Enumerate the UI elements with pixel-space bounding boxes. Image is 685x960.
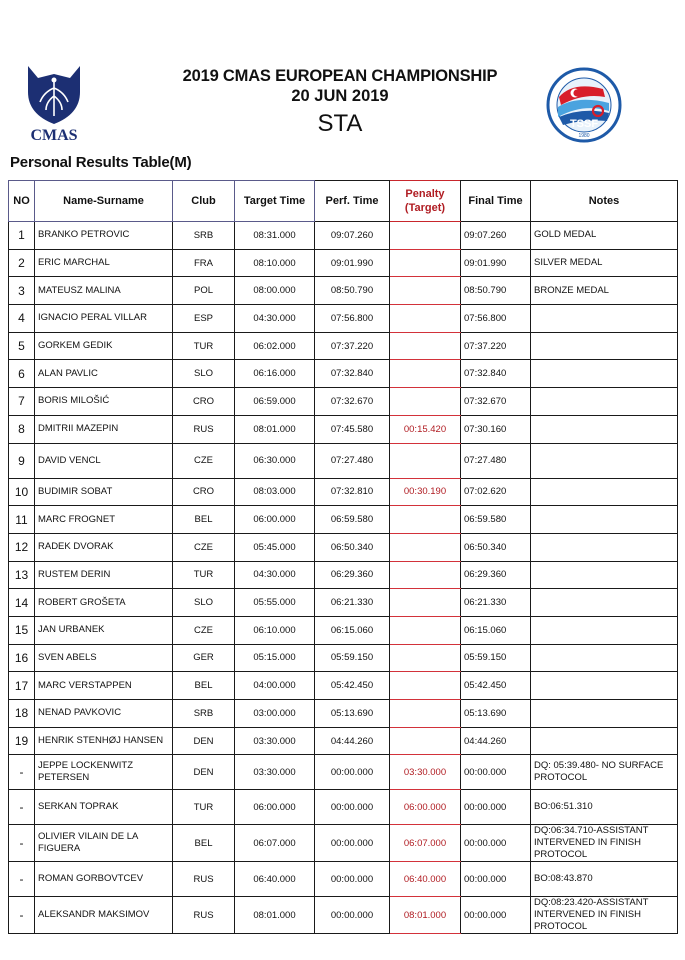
cell-target-time: 06:02.000 [235,332,315,360]
cell-final-time: 05:13.690 [461,700,531,728]
cell-target-time: 06:00.000 [235,506,315,534]
cell-notes [531,443,678,478]
cell-club: DEN [173,755,235,790]
cell-club: TUR [173,790,235,825]
cell-penalty [390,533,461,561]
cell-target-time: 08:10.000 [235,249,315,277]
cell-target-time: 06:10.000 [235,616,315,644]
cell-penalty [390,360,461,388]
cell-target-time: 08:31.000 [235,222,315,250]
cell-name: BORIS MILOŠIĆ [35,388,173,416]
title-block [140,66,540,139]
cell-final-time: 05:42.450 [461,672,531,700]
results-table [8,180,678,934]
cell-perf-time: 07:45.580 [315,415,390,443]
cell-no: 5 [9,332,35,360]
table-row [9,222,678,250]
cell-final-time: 06:29.360 [461,561,531,589]
cell-perf-time: 05:13.690 [315,700,390,728]
cell-club: RUS [173,415,235,443]
cell-notes: GOLD MEDAL [531,222,678,250]
cell-notes: BRONZE MEDAL [531,277,678,305]
cell-penalty [390,727,461,755]
table-row [9,305,678,333]
cell-final-time: 05:59.150 [461,644,531,672]
cell-perf-time: 09:07.260 [315,222,390,250]
col-header-penalty-line1: Penalty [405,188,445,200]
table-row [9,506,678,534]
cell-name: HENRIK STENHØJ HANSEN [35,727,173,755]
cell-target-time: 04:00.000 [235,672,315,700]
championship-title: 2019 CMAS EUROPEAN CHAMPIONSHIP [182,67,498,85]
cell-club: BEL [173,825,235,862]
cell-no: 11 [9,506,35,534]
cell-penalty [390,506,461,534]
cell-name: MARC VERSTAPPEN [35,672,173,700]
cell-perf-time: 07:32.670 [315,388,390,416]
cell-name: BUDIMIR SOBAT [35,478,173,506]
cell-club: SRB [173,700,235,728]
discipline-label: STA [317,110,363,137]
cell-name: OLIVIER VILAIN DE LA FIGUERA [35,825,173,862]
cell-penalty [390,561,461,589]
cell-club: RUS [173,897,235,934]
cell-name: ALEKSANDR MAKSIMOV [35,897,173,934]
table-row [9,825,678,862]
cell-target-time: 06:00.000 [235,790,315,825]
cell-target-time: 05:15.000 [235,644,315,672]
table-row [9,672,678,700]
cell-target-time: 08:01.000 [235,415,315,443]
cell-name: BRANKO PETROVIC [35,222,173,250]
cell-final-time: 06:50.340 [461,533,531,561]
cell-no: - [9,755,35,790]
cell-notes [531,533,678,561]
cell-penalty [390,644,461,672]
cell-no: 4 [9,305,35,333]
cell-club: SLO [173,360,235,388]
cell-name: RUSTEM DERIN [35,561,173,589]
cell-no: 1 [9,222,35,250]
table-row [9,249,678,277]
cell-notes: BO:06:51.310 [531,790,678,825]
cell-name: RADEK DVORAK [35,533,173,561]
cell-target-time: 04:30.000 [235,305,315,333]
cell-club: SLO [173,589,235,617]
table-row [9,277,678,305]
cell-perf-time: 06:59.580 [315,506,390,534]
table-row [9,644,678,672]
cell-penalty [390,589,461,617]
table-row [9,561,678,589]
cell-perf-time: 07:32.840 [315,360,390,388]
svg-text:CMAS: CMAS [30,127,78,144]
cell-target-time: 06:07.000 [235,825,315,862]
cell-notes: SILVER MEDAL [531,249,678,277]
svg-text:1980: 1980 [578,133,590,139]
cell-final-time: 00:00.000 [461,755,531,790]
table-row [9,862,678,897]
cell-club: CZE [173,616,235,644]
cell-no: 7 [9,388,35,416]
cell-no: 16 [9,644,35,672]
cell-final-time: 07:56.800 [461,305,531,333]
table-row [9,790,678,825]
cell-final-time: 07:37.220 [461,332,531,360]
table-row [9,897,678,934]
cell-penalty [390,388,461,416]
cell-final-time: 09:07.260 [461,222,531,250]
table-row [9,589,678,617]
cell-name: GORKEM GEDIK [35,332,173,360]
cell-name: ALAN PAVLIC [35,360,173,388]
cell-notes [531,305,678,333]
cell-club: CZE [173,443,235,478]
cell-notes: DQ:08:23.420-ASSISTANT INTERVENED IN FINISH PROTOCOL [531,897,678,934]
cell-no: 9 [9,443,35,478]
cell-penalty: 00:15.420 [390,415,461,443]
col-header-penalty [390,181,461,222]
table-row [9,533,678,561]
cell-club: FRA [173,249,235,277]
cell-notes [531,727,678,755]
cell-name: ROMAN GORBOVTCEV [35,862,173,897]
cell-no: 18 [9,700,35,728]
cell-perf-time: 06:15.060 [315,616,390,644]
cell-final-time: 00:00.000 [461,862,531,897]
cell-name: ROBERT GROŠETA [35,589,173,617]
cell-target-time: 06:40.000 [235,862,315,897]
cell-name: MARC FROGNET [35,506,173,534]
cell-target-time: 05:45.000 [235,533,315,561]
cell-target-time: 06:16.000 [235,360,315,388]
cell-final-time: 04:44.260 [461,727,531,755]
cell-notes [531,415,678,443]
table-row [9,332,678,360]
cell-no: 12 [9,533,35,561]
cell-penalty [390,332,461,360]
cell-perf-time: 08:50.790 [315,277,390,305]
cell-penalty: 06:07.000 [390,825,461,862]
cell-club: RUS [173,862,235,897]
cell-club: CZE [173,533,235,561]
cell-target-time: 08:03.000 [235,478,315,506]
cell-name: DAVID VENCL [35,443,173,478]
col-header-target-time: Target Time [235,181,315,222]
cell-penalty [390,616,461,644]
cell-perf-time: 05:59.150 [315,644,390,672]
cell-penalty [390,672,461,700]
cell-notes [531,616,678,644]
cell-final-time: 07:30.160 [461,415,531,443]
cell-club: SRB [173,222,235,250]
cell-penalty: 06:00.000 [390,790,461,825]
cell-final-time: 06:21.330 [461,589,531,617]
cell-target-time: 03:30.000 [235,755,315,790]
table-row [9,616,678,644]
cell-no: - [9,897,35,934]
cell-perf-time: 00:00.000 [315,790,390,825]
cell-name: SERKAN TOPRAK [35,790,173,825]
cell-final-time: 07:32.840 [461,360,531,388]
table-row [9,443,678,478]
event-date: 20 JUN 2019 [291,87,389,105]
cell-name: IGNACIO PERAL VILLAR [35,305,173,333]
cell-perf-time: 07:32.810 [315,478,390,506]
cell-no: - [9,862,35,897]
cell-final-time: 00:00.000 [461,790,531,825]
cell-notes [531,644,678,672]
cell-perf-time: 07:37.220 [315,332,390,360]
cell-final-time: 08:50.790 [461,277,531,305]
cell-final-time: 07:32.670 [461,388,531,416]
cmas-logo-icon [18,62,90,144]
cell-perf-time: 00:00.000 [315,897,390,934]
cell-name: DMITRII MAZEPIN [35,415,173,443]
cell-name: MATEUSZ MALINA [35,277,173,305]
cell-target-time: 05:55.000 [235,589,315,617]
cell-perf-time: 06:21.330 [315,589,390,617]
cell-perf-time: 04:44.260 [315,727,390,755]
cell-no: - [9,790,35,825]
col-header-club: Club [173,181,235,222]
cell-target-time: 04:30.000 [235,561,315,589]
table-row [9,727,678,755]
cell-notes: DQ: 05:39.480- NO SURFACE PROTOCOL [531,755,678,790]
cell-no: 10 [9,478,35,506]
col-header-name: Name-Surname [35,181,173,222]
cell-final-time: 00:00.000 [461,825,531,862]
table-row [9,360,678,388]
cell-perf-time: 07:27.480 [315,443,390,478]
tssf-logo-icon [543,67,625,143]
table-row [9,755,678,790]
cell-final-time: 06:59.580 [461,506,531,534]
cell-notes [531,506,678,534]
cell-penalty [390,277,461,305]
table-row [9,388,678,416]
cell-penalty [390,305,461,333]
cell-club: BEL [173,672,235,700]
cell-club: TUR [173,332,235,360]
cell-final-time: 07:27.480 [461,443,531,478]
cell-club: CRO [173,388,235,416]
svg-text:TSSF: TSSF [569,118,599,130]
table-row [9,478,678,506]
cell-name: JEPPE LOCKENWITZ PETERSEN [35,755,173,790]
cell-notes [531,332,678,360]
cell-no: 6 [9,360,35,388]
cell-notes [531,589,678,617]
cell-club: DEN [173,727,235,755]
cell-target-time: 08:00.000 [235,277,315,305]
cell-final-time: 07:02.620 [461,478,531,506]
cell-club: TUR [173,561,235,589]
cell-penalty [390,700,461,728]
cell-penalty [390,249,461,277]
table-subtitle: Personal Results Table(M) [10,154,192,171]
cell-penalty: 06:40.000 [390,862,461,897]
cell-penalty [390,222,461,250]
cell-perf-time: 06:50.340 [315,533,390,561]
col-header-final-time: Final Time [461,181,531,222]
cell-no: 14 [9,589,35,617]
cell-no: 3 [9,277,35,305]
cell-target-time: 06:30.000 [235,443,315,478]
cell-name: NENAD PAVKOVIC [35,700,173,728]
col-header-no: NO [9,181,35,222]
cell-final-time: 00:00.000 [461,897,531,934]
cell-perf-time: 00:00.000 [315,825,390,862]
cell-notes [531,700,678,728]
cell-no: 19 [9,727,35,755]
cell-perf-time: 06:29.360 [315,561,390,589]
cell-no: 15 [9,616,35,644]
cell-perf-time: 09:01.990 [315,249,390,277]
cell-target-time: 08:01.000 [235,897,315,934]
cell-notes [531,561,678,589]
table-header-row [9,181,678,222]
cell-perf-time: 00:00.000 [315,862,390,897]
col-header-notes: Notes [531,181,678,222]
cell-name: SVEN ABELS [35,644,173,672]
cell-perf-time: 00:00.000 [315,755,390,790]
cell-target-time: 06:59.000 [235,388,315,416]
cell-notes: DQ:06:34.710-ASSISTANT INTERVENED IN FINISH PROTOCOL [531,825,678,862]
cell-club: POL [173,277,235,305]
cell-notes [531,672,678,700]
cell-club: BEL [173,506,235,534]
cell-perf-time: 05:42.450 [315,672,390,700]
cell-club: GER [173,644,235,672]
table-row [9,700,678,728]
cell-target-time: 03:30.000 [235,727,315,755]
cell-club: ESP [173,305,235,333]
table-row [9,415,678,443]
cell-club: CRO [173,478,235,506]
cell-no: 17 [9,672,35,700]
cell-penalty: 03:30.000 [390,755,461,790]
cell-no: 2 [9,249,35,277]
cell-final-time: 09:01.990 [461,249,531,277]
cell-final-time: 06:15.060 [461,616,531,644]
col-header-perf-time: Perf. Time [315,181,390,222]
col-header-penalty-line2: (Target) [404,202,446,214]
cell-penalty: 00:30.190 [390,478,461,506]
cell-notes [531,388,678,416]
cell-target-time: 03:00.000 [235,700,315,728]
cell-notes: BO:08:43.870 [531,862,678,897]
cell-perf-time: 07:56.800 [315,305,390,333]
cell-no: 8 [9,415,35,443]
cell-no: - [9,825,35,862]
cell-notes [531,478,678,506]
cell-name: JAN URBANEK [35,616,173,644]
cell-penalty: 08:01.000 [390,897,461,934]
cell-notes [531,360,678,388]
cell-no: 13 [9,561,35,589]
cell-name: ERIC MARCHAL [35,249,173,277]
cell-penalty [390,443,461,478]
